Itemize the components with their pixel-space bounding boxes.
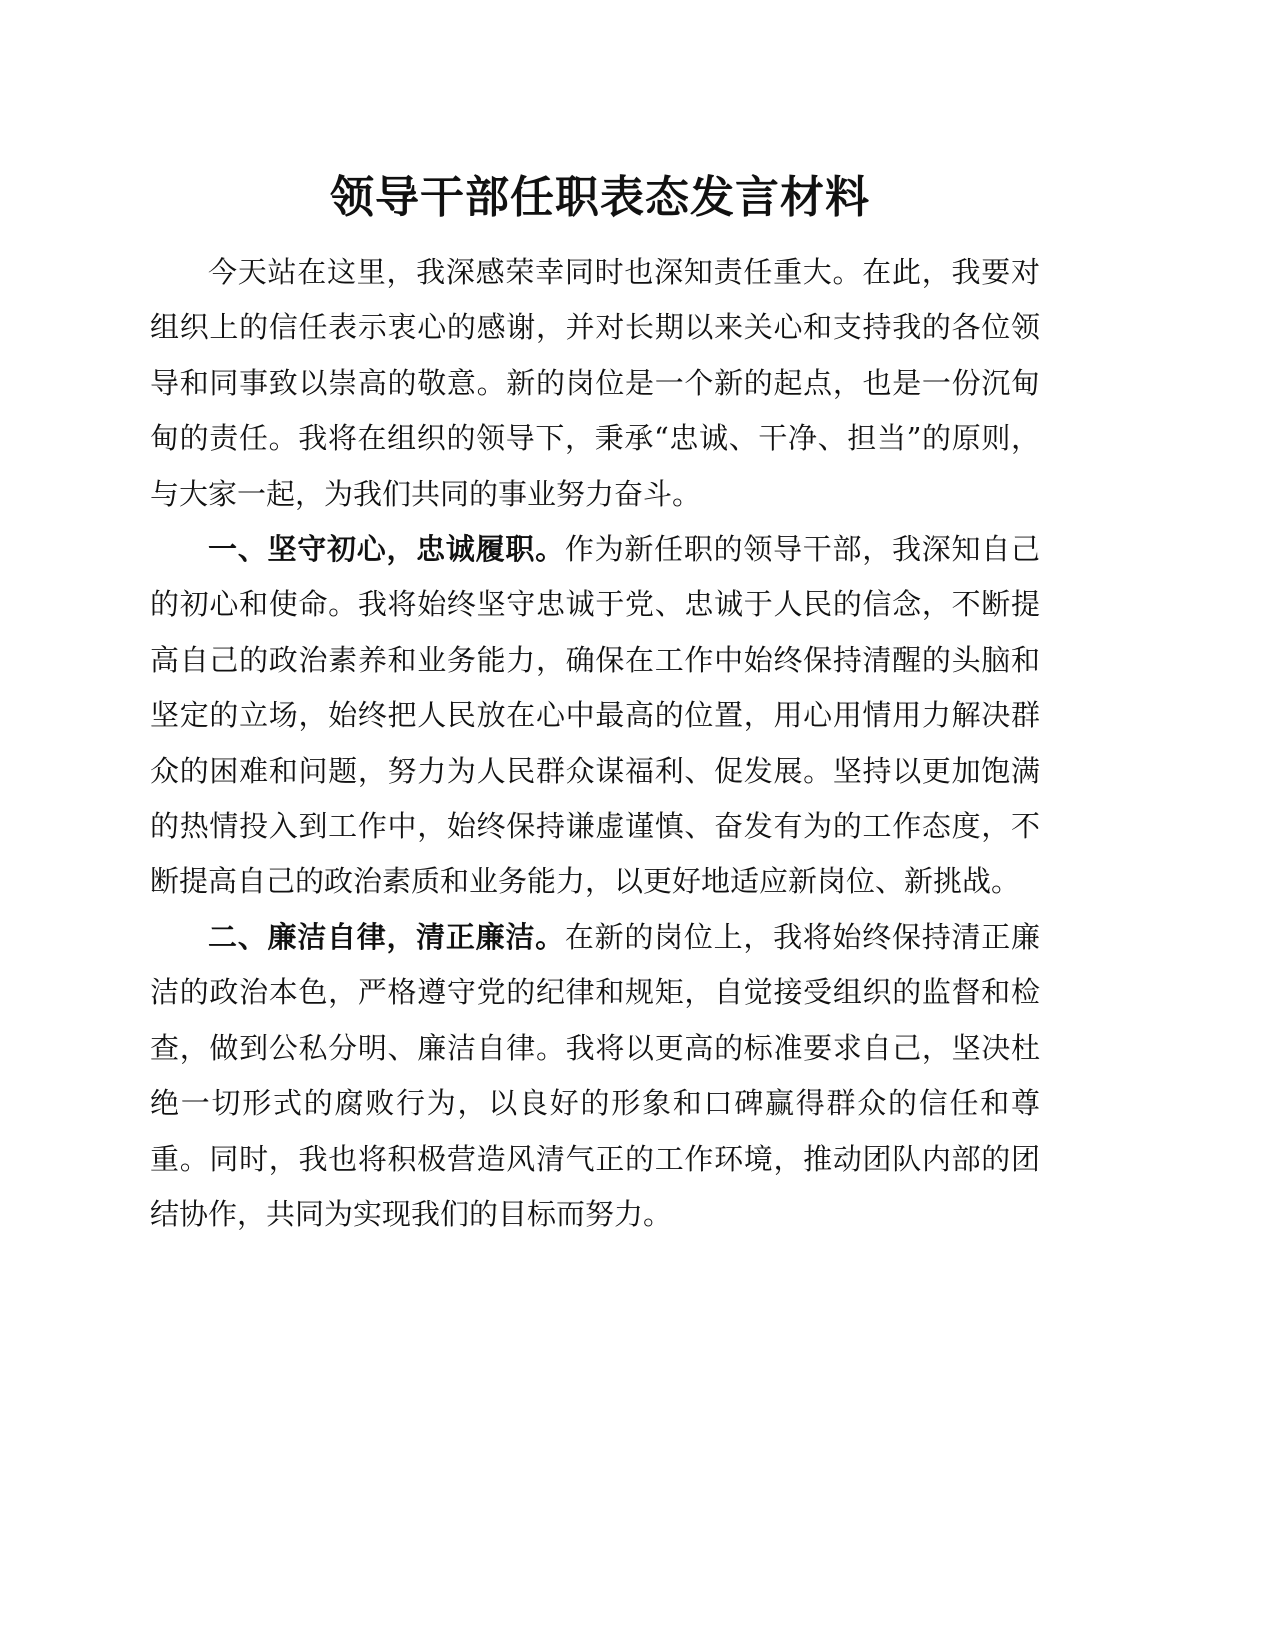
paragraph-text: 今天站在这里，我深感荣幸同时也深知责任重大。在此，我要对组织上的信任表示衷心的感谢，并对长期以来关心和支持我的各位领导和同事致以崇高的敬意。新的岗位是一个新的起点，也是一份沉甸甸的责任。我将在组织的领导下，秉承“忠诚、干净、担当”的原则，与大家一起，为我们共同的事业努力奋斗。 [150, 255, 1040, 511]
paragraph-intro [150, 245, 1040, 522]
paragraph-text: 作为新任职的领导干部，我深知自己的初心和使命。我将始终坚守忠诚于党、忠诚于人民的信念，不断提高自己的政治素养和业务能力，确保在工作中始终保持清醒的头脑和坚定的立场，始终把人民放在心中最高的位置，用心用情用力解决群众的困难和问题，努力为人民群众谋福利、促发展。坚持以更加饱满的热情投入到工作中，始终保持谦虚谨慎、奋发有为的工作态度，不断提高自己的政治素质和业务能力，以更好地适应新岗位、新挑战。 [150, 532, 1040, 899]
section-heading: 一、坚守初心，忠诚履职。 [208, 532, 565, 567]
paragraph-section-2 [150, 910, 1040, 1242]
document-title: 领导干部任职表态发言材料 [330, 172, 870, 223]
paragraph-text: 在新的岗位上，我将始终保持清正廉洁的政治本色，严格遵守党的纪律和规矩，自觉接受组织的监督和检查，做到公私分明、廉洁自律。我将以更高的标准要求自己，坚决杜绝一切形式的腐败行为，以良好的形象和口碑赢得群众的信任和尊重。同时，我也将积极营造风清气正的工作环境，推动团队内部的团结协作，共同为实现我们的目标而努力。 [150, 919, 1040, 1231]
section-heading: 二、廉洁自律，清正廉洁。 [208, 919, 565, 954]
document-body [150, 245, 1040, 1242]
paragraph-section-1 [150, 522, 1040, 910]
